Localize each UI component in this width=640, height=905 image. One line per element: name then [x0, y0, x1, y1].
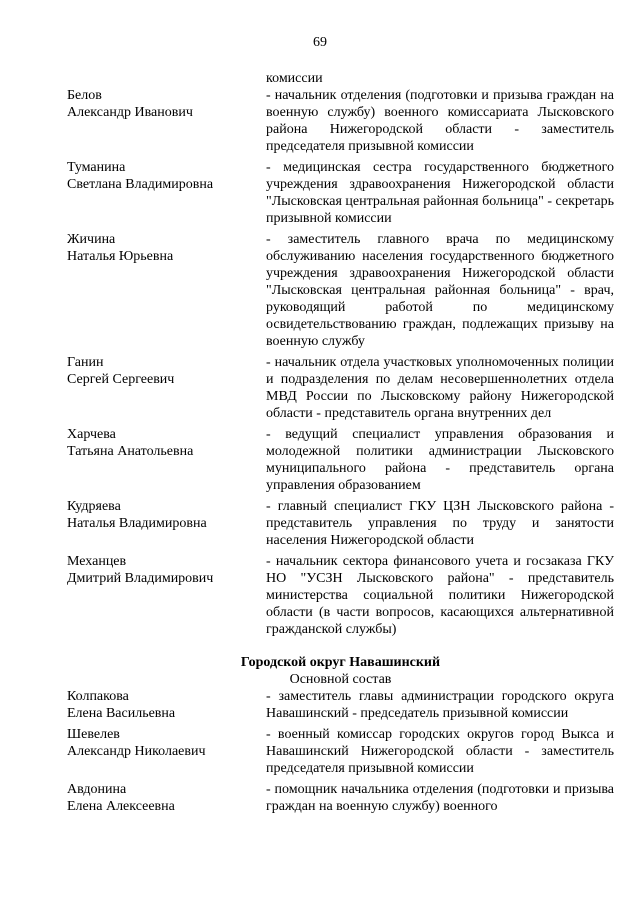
member-role: - ведущий специалист управления образования и молодежной политики администрации Лысковского муниципального района - представитель органа управления образованием	[266, 427, 614, 493]
member-name	[67, 553, 266, 638]
member-entry	[67, 553, 614, 638]
commission-list	[67, 70, 614, 819]
member-surname: Ганин	[67, 355, 104, 370]
member-entry	[67, 781, 614, 815]
member-name	[67, 426, 266, 494]
member-given-name: Александр Иванович	[67, 105, 193, 120]
member-given-name: Наталья Юрьевна	[67, 249, 174, 264]
member-given-name: Сергей Сергеевич	[67, 372, 175, 387]
member-given-name: Дмитрий Владимирович	[67, 571, 214, 586]
member-entry	[67, 498, 614, 549]
member-name	[67, 231, 266, 350]
member-role: - начальник сектора финансового учета и госзаказа ГКУ НО "УСЗН Лысковского района" - представитель министерства социальной политики Нижегородской области (в части вопросов, касающихся альтернативной гражданской службы)	[266, 554, 614, 637]
member-surname: Кудряева	[67, 499, 121, 514]
member-name	[67, 726, 266, 777]
member-given-name: Елена Алексеевна	[67, 799, 175, 814]
member-role: - начальник отделения (подготовки и призыва граждан на военную службу) военного комиссариата Лысковского района Нижегородской области - заместитель председателя призывной комиссии	[266, 88, 614, 154]
section-title: Городской округ Навашинский	[240, 655, 441, 670]
member-surname: Жичина	[67, 232, 116, 247]
entries-top	[67, 87, 614, 638]
member-given-name: Светлана Владимировна	[67, 177, 214, 192]
member-name	[67, 498, 266, 549]
member-surname: Харчева	[67, 427, 116, 442]
continuation-text: комиссии	[266, 71, 323, 86]
member-entry	[67, 726, 614, 777]
member-name	[67, 781, 266, 815]
member-entry	[67, 87, 614, 155]
member-given-name: Татьяна Анатольевна	[67, 444, 194, 459]
member-role: - военный комиссар городских округов город Выкса и Навашинский Нижегородской области - заместитель председателя призывной комиссии	[266, 727, 614, 776]
member-entry	[67, 426, 614, 494]
member-surname: Механцев	[67, 554, 127, 569]
member-given-name: Наталья Владимировна	[67, 516, 207, 531]
member-name	[67, 87, 266, 155]
member-role: - заместитель главы администрации городского округа Навашинский - председатель призывной комиссии	[266, 689, 614, 721]
member-name	[67, 354, 266, 422]
member-surname: Белов	[67, 88, 102, 103]
page-number: 69	[313, 35, 327, 50]
member-surname: Шевелев	[67, 727, 120, 742]
member-role: - начальник отдела участковых уполномоченных полиции и подразделения по делам несовершеннолетних отдела МВД России по Лысковскому району Нижегородской области - представитель органа внутренних дел	[266, 355, 614, 421]
member-role: - заместитель главного врача по медицинскому обслуживанию населения государственного бюджетного учреждения здравоохранения Нижегородской области "Лысковская центральная районная больница" - врач, руководящий работой по медицинскому освидетельствованию граждан, подлежащих призыву на военную службу	[266, 232, 614, 349]
member-name	[67, 159, 266, 227]
member-role: - главный специалист ГКУ ЦЗН Лысковского района - представитель управления по труду и занятости населения Нижегородской области	[266, 499, 614, 548]
member-surname: Туманина	[67, 160, 126, 175]
member-name	[67, 688, 266, 722]
member-entry	[67, 688, 614, 722]
member-surname: Авдонина	[67, 782, 127, 797]
section-subtitle: Основной состав	[289, 672, 392, 687]
member-given-name: Александр Николаевич	[67, 744, 206, 759]
member-role: - помощник начальника отделения (подготовки и призыва граждан на военную службу) военного	[266, 782, 614, 814]
member-entry	[67, 231, 614, 350]
member-entry	[67, 159, 614, 227]
member-surname: Колпакова	[67, 689, 129, 704]
member-entry	[67, 354, 614, 422]
member-given-name: Елена Васильевна	[67, 706, 176, 721]
member-role: - медицинская сестра государственного бюджетного учреждения здравоохранения Нижегородской области "Лысковская центральная районная больница" - секретарь призывной комиссии	[266, 160, 614, 226]
entries-bottom	[67, 688, 614, 815]
